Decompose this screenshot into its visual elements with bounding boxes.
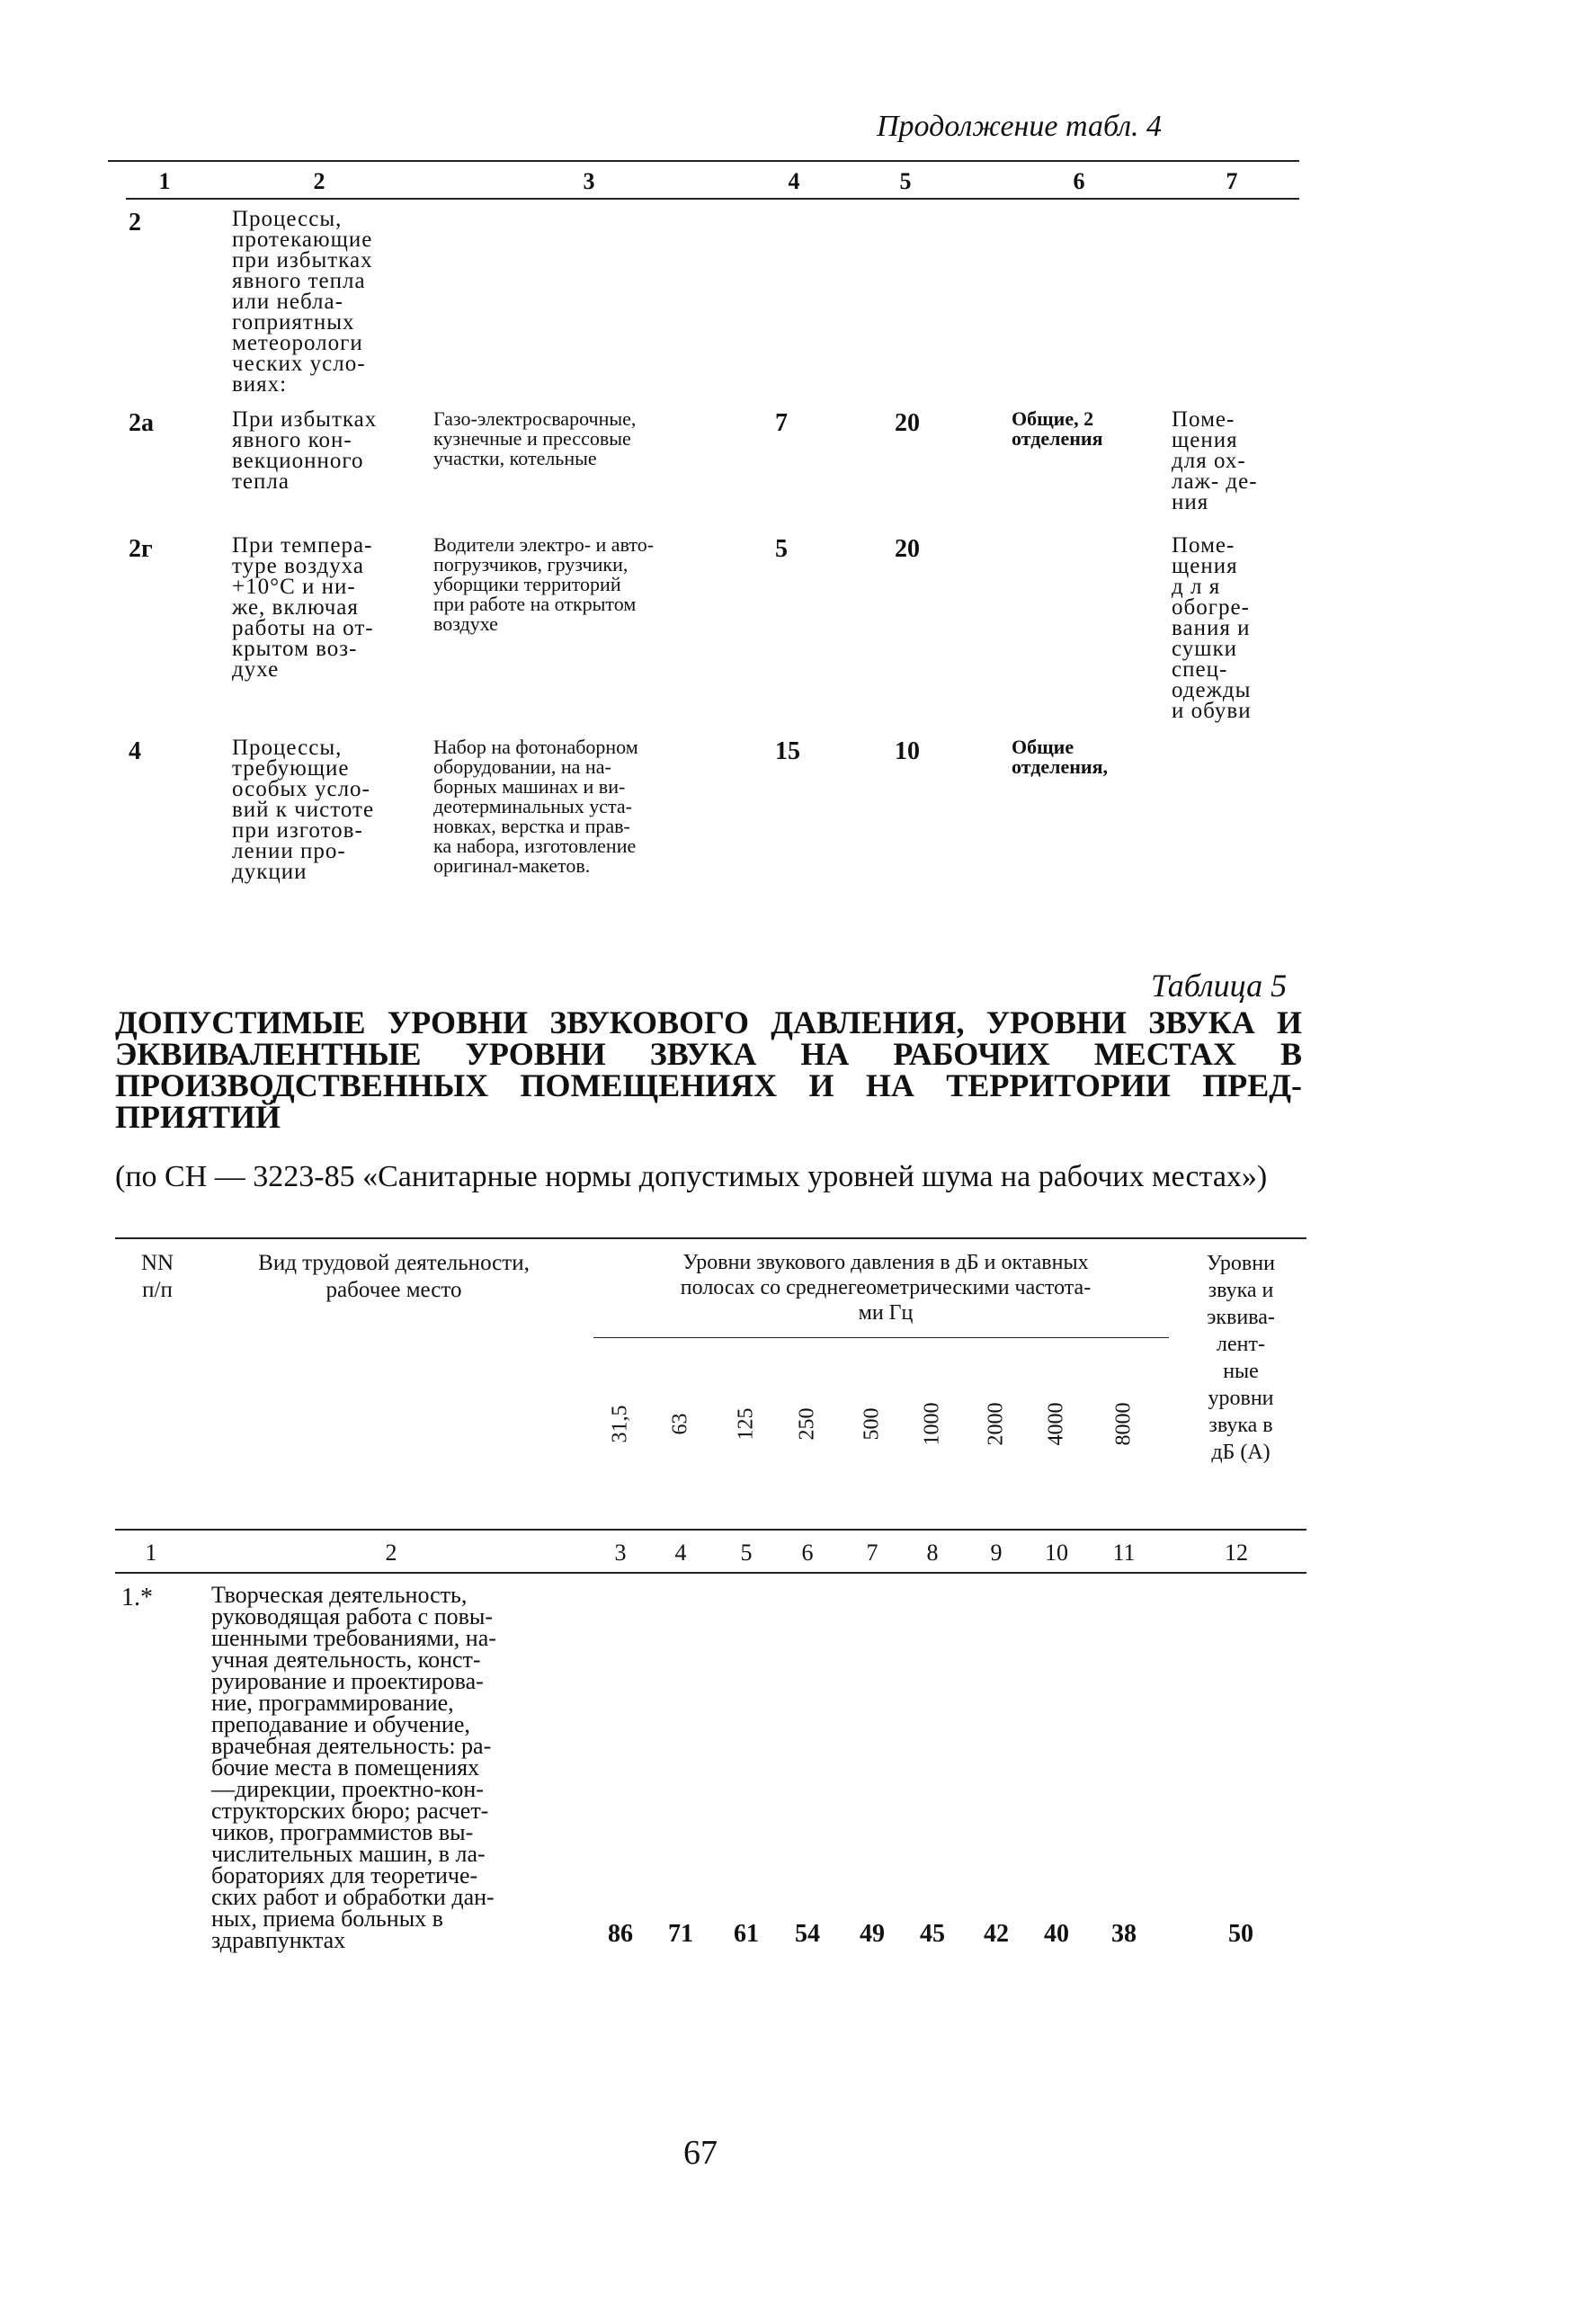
table4-colnum: 2 [313, 168, 325, 194]
table5-head-activity: Вид трудовой деятельности, рабочее место [258, 1251, 530, 1302]
table5-colnum: 5 [740, 1540, 753, 1566]
table5-colnum: 7 [866, 1540, 878, 1566]
table4-cell-c2: Процессы, протекающие при избытках явного тепла или небла- гоприятных метеорологи ческих усло- виях: [232, 207, 373, 397]
table5-head-rule [115, 1529, 1306, 1531]
table4-cell-c6: Общие, 2 отделения [1012, 407, 1103, 450]
frequency-label: 2000 [984, 1402, 1008, 1446]
continuation-label: Продолжение табл. 4 [877, 110, 1163, 143]
table5-colnum: 4 [674, 1540, 687, 1566]
table5-colnum: 1 [145, 1540, 157, 1566]
table4-cell-c5: 20 [895, 535, 920, 563]
table5-head-levels: Уровни звука и эквива- лент- ные уровни звука в дБ (А) [1207, 1252, 1275, 1464]
table5-colnum: 2 [385, 1540, 397, 1566]
table5-pressure-rule [593, 1337, 1169, 1338]
table4-colnum-rule [126, 198, 1299, 200]
table4-cell-c5: 20 [895, 409, 920, 437]
table5-subtitle: (по СН — 3223-85 «Санитарные нормы допустимых уровней шума на рабочих местах») [115, 1160, 1268, 1193]
table4-cell-c2: При избытках явного кон- векционного тепла [232, 407, 378, 494]
table4-cell-c3: Водители электро- и авто- погрузчиков, грузчики, уборщики территорий при работе на открытом воздухе [433, 533, 655, 635]
table5-value: 61 [734, 1920, 759, 1948]
frequency-label: 8000 [1111, 1402, 1136, 1446]
table5-value: 38 [1111, 1920, 1137, 1948]
frequency-label: 125 [734, 1407, 758, 1441]
table4-cell-c2: Процессы, требующие особых усло- вий к чистоте при изготов- лении про- дукции [232, 736, 375, 884]
table4-cell-c1: 2а [129, 409, 154, 437]
frequency-label: 4000 [1044, 1402, 1068, 1446]
table5-title: ДОПУСТИМЫЕ УРОВНИ ЗВУКОВОГО ДАВЛЕНИЯ, УРОВНИ ЗВУКА И ЭКВИВАЛЕНТНЫЕ УРОВНИ ЗВУКА НА РАБОЧИХ МЕСТАХ В ПРОИЗВОДСТВЕННЫХ ПОМЕЩЕНИЯХ И НА ТЕРРИТОРИИ ПРЕД-ПРИЯТИЙ [115, 1004, 1302, 1135]
table4-cell-c3: Набор на фотонаборном оборудовании, на на- борных машинах и ви- деотерминальных уста- новках, верстка и прав- ка набора, изготовление оригинал-макетов. [433, 736, 638, 877]
table4-cell-c7: Поме- щения д л я обогре- вания и сушки спец- одежды и обуви [1172, 533, 1252, 723]
table4-cell-c1: 4 [129, 737, 141, 765]
table4-cell-c4: 5 [775, 535, 788, 563]
frequency-label: 500 [860, 1407, 884, 1441]
table4-cell-c6: Общие отделения, [1012, 736, 1108, 778]
frequency-label: 31,5 [608, 1405, 632, 1443]
table5-value: 54 [795, 1920, 820, 1948]
table4-colnum: 1 [158, 168, 171, 194]
table5-value: 42 [984, 1920, 1009, 1948]
table5-row-nn: 1.* [121, 1584, 153, 1611]
frequency-label: 63 [668, 1413, 692, 1435]
table5-top-rule [115, 1237, 1306, 1239]
frequency-label: 250 [795, 1407, 819, 1441]
table4-cell-c4: 7 [775, 409, 788, 437]
table5-head-nn: NN п/п [140, 1251, 174, 1302]
table5-colnum: 12 [1225, 1540, 1248, 1566]
table4-cell-c1: 2 [129, 209, 141, 237]
table4-cell-c7: Поме- щения для ох- лаж- де- ния [1172, 407, 1258, 514]
table5-value: 71 [668, 1920, 693, 1948]
table5-value: 45 [920, 1920, 945, 1948]
table5-label: Таблица 5 [1151, 968, 1288, 1004]
table5-colnum: 8 [926, 1540, 939, 1566]
table4-cell-c1: 2г [129, 535, 153, 563]
table4-colnum: 6 [1073, 168, 1085, 194]
frequency-label: 1000 [920, 1402, 944, 1446]
table4-top-rule [108, 160, 1299, 162]
table4-cell-c5: 10 [895, 737, 920, 765]
table5-head-pressure: Уровни звукового давления в дБ и октавных полосах со среднегеометрическими частота- ми Гц [680, 1251, 1092, 1325]
table5-colnum: 11 [1112, 1540, 1136, 1566]
table5-colnum-rule [115, 1572, 1306, 1574]
table5-colnum: 9 [990, 1540, 1003, 1566]
table5-value: 86 [608, 1920, 633, 1948]
table4-cell-c4: 15 [775, 737, 800, 765]
table4-cell-c2: При темпера- туре воздуха +10°С и ни- же, включая работы на от- крытом воз- духе [232, 533, 374, 682]
table4-colnum: 3 [583, 168, 595, 194]
table4-colnum: 5 [899, 168, 912, 194]
table5-value: 49 [860, 1920, 885, 1948]
table5-colnum: 6 [801, 1540, 814, 1566]
table4-cell-c3: Газо-электросварочные, кузнечные и прессовые участки, котельные [433, 407, 637, 469]
table5-value: 40 [1044, 1920, 1069, 1948]
table5-row-level: 50 [1228, 1920, 1253, 1948]
table5-colnum: 10 [1045, 1540, 1068, 1566]
table4-colnum: 7 [1226, 168, 1238, 194]
page-number: 67 [683, 2134, 718, 2172]
table5-row-activity: Творческая деятельность, руководящая работа с повы- шенными требованиями, на- учная деятельность, конст- руирование и проектирова- ние, программирование, преподавание и обучение, врачебная деятельность: ра- бочие места в помещениях —дирекции, проектно-кон- структорских бюро; расчет- чиков, программистов вы- числительных машин, в ла- бораториях для теоретиче- ских работ и обработки дан- ных, приема больных в здравпунктах [211, 1582, 496, 1953]
table4-colnum: 4 [788, 168, 800, 194]
table5-colnum: 3 [614, 1540, 627, 1566]
